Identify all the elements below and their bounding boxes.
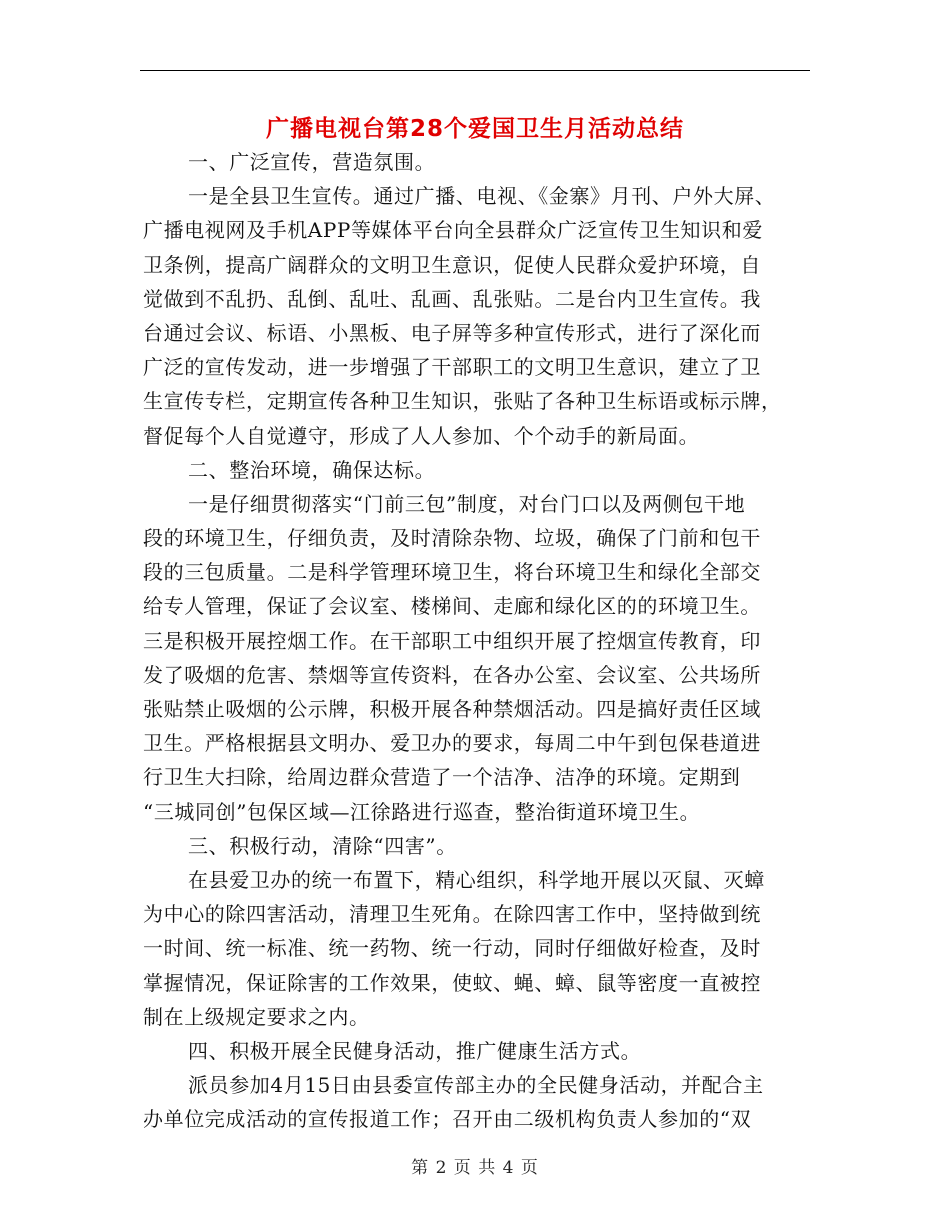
text-line: 办单位完成活动的宣传报道工作；召开由二级机构负责人参加的“双 <box>143 1107 752 1132</box>
text-line: 为中心的除四害活动，清理卫生死角。在除四害工作中，坚持做到统 <box>143 902 761 927</box>
text-line: 卫生。严格根据县文明办、爱卫办的要求，每周二中午到包保巷道进 <box>143 731 761 756</box>
text-line: 三、积极行动，清除“四害”。 <box>188 833 457 858</box>
text-line: 制在上级规定要求之内。 <box>143 1004 370 1029</box>
text-line: 三是积极开展控烟工作。在干部职工中组织开展了控烟宣传教育，印 <box>143 628 761 653</box>
text-line: 给专人管理，保证了会议室、楼梯间、走廊和绿化区的的环境卫生。 <box>143 594 761 619</box>
text-line: 行卫生大扫除，给周边群众营造了一个洁净、洁净的环境。定期到 <box>143 765 741 790</box>
text-line: 张贴禁止吸烟的公示牌，积极开展各种禁烟活动。四是搞好责任区域 <box>143 697 761 721</box>
text-line: 段的环境卫生，仔细负责，及时清除杂物、垃圾，确保了门前和包干 <box>143 526 761 551</box>
text-line: 二、整治环境，确保达标。 <box>188 457 436 482</box>
text-line: 发了吸烟的危害、禁烟等宣传资料，在各办公室、会议室、公共场所 <box>143 662 761 687</box>
document-body <box>143 145 810 1136</box>
text-line: 台通过会议、标语、小黑板、电子屏等多种宣传形式，进行了深化而 <box>143 320 761 345</box>
page-number-footer: 第 2 页 共 4 页 <box>411 1158 539 1178</box>
text-line: 派员参加4月15日由县委宣传部主办的全民健身活动，并配合主 <box>188 1073 764 1098</box>
text-line: 广泛的宣传发动，进一步增强了干部职工的文明卫生意识，建立了卫 <box>143 355 761 380</box>
text-line: 在县爱卫办的统一布置下，精心组织，科学地开展以灭鼠、灭蟑 <box>188 867 765 892</box>
document-title: 广播电视台第28个爱国卫生月活动总结 <box>265 116 684 142</box>
text-line: 生宣传专栏，定期宣传各种卫生知识，张贴了各种卫生标语或标示牌， <box>143 389 782 414</box>
text-line: 掌握情况，保证除害的工作效果，使蚊、蝇、蟑、鼠等密度一直被控 <box>143 970 761 995</box>
text-line: 段的三包质量。二是科学管理环境卫生，将台环境卫生和绿化全部交 <box>143 560 761 585</box>
text-line: “三城同创”包保区域—江徐路进行巡查，整治街道环境卫生。 <box>143 799 701 824</box>
text-line: 广播电视网及手机APP等媒体平台向全县群众广泛宣传卫生知识和爱 <box>143 218 763 243</box>
text-line: 督促每个人自觉遵守，形成了人人参加、个个动手的新局面。 <box>143 423 700 448</box>
text-line: 卫条例，提高广阔群众的文明卫生意识，促使人民群众爱护环境，自 <box>143 252 761 277</box>
text-line: 一、广泛宣传，营造氛围。 <box>188 150 436 174</box>
header-rule <box>140 70 810 71</box>
text-line: 一时间、统一标准、统一药物、统一行动，同时仔细做好检查，及时 <box>143 936 761 961</box>
text-line: 一是全县卫生宣传。通过广播、电视、《金寨》月刊、户外大屏、 <box>188 184 776 209</box>
text-line: 一是仔细贯彻落实“门前三包”制度，对台门口以及两侧包干地 <box>188 491 746 516</box>
text-line: 觉做到不乱扔、乱倒、乱吐、乱画、乱张贴。二是台内卫生宣传。我 <box>143 286 761 311</box>
text-line: 四、积极开展全民健身活动，推广健康生活方式。 <box>188 1038 642 1063</box>
